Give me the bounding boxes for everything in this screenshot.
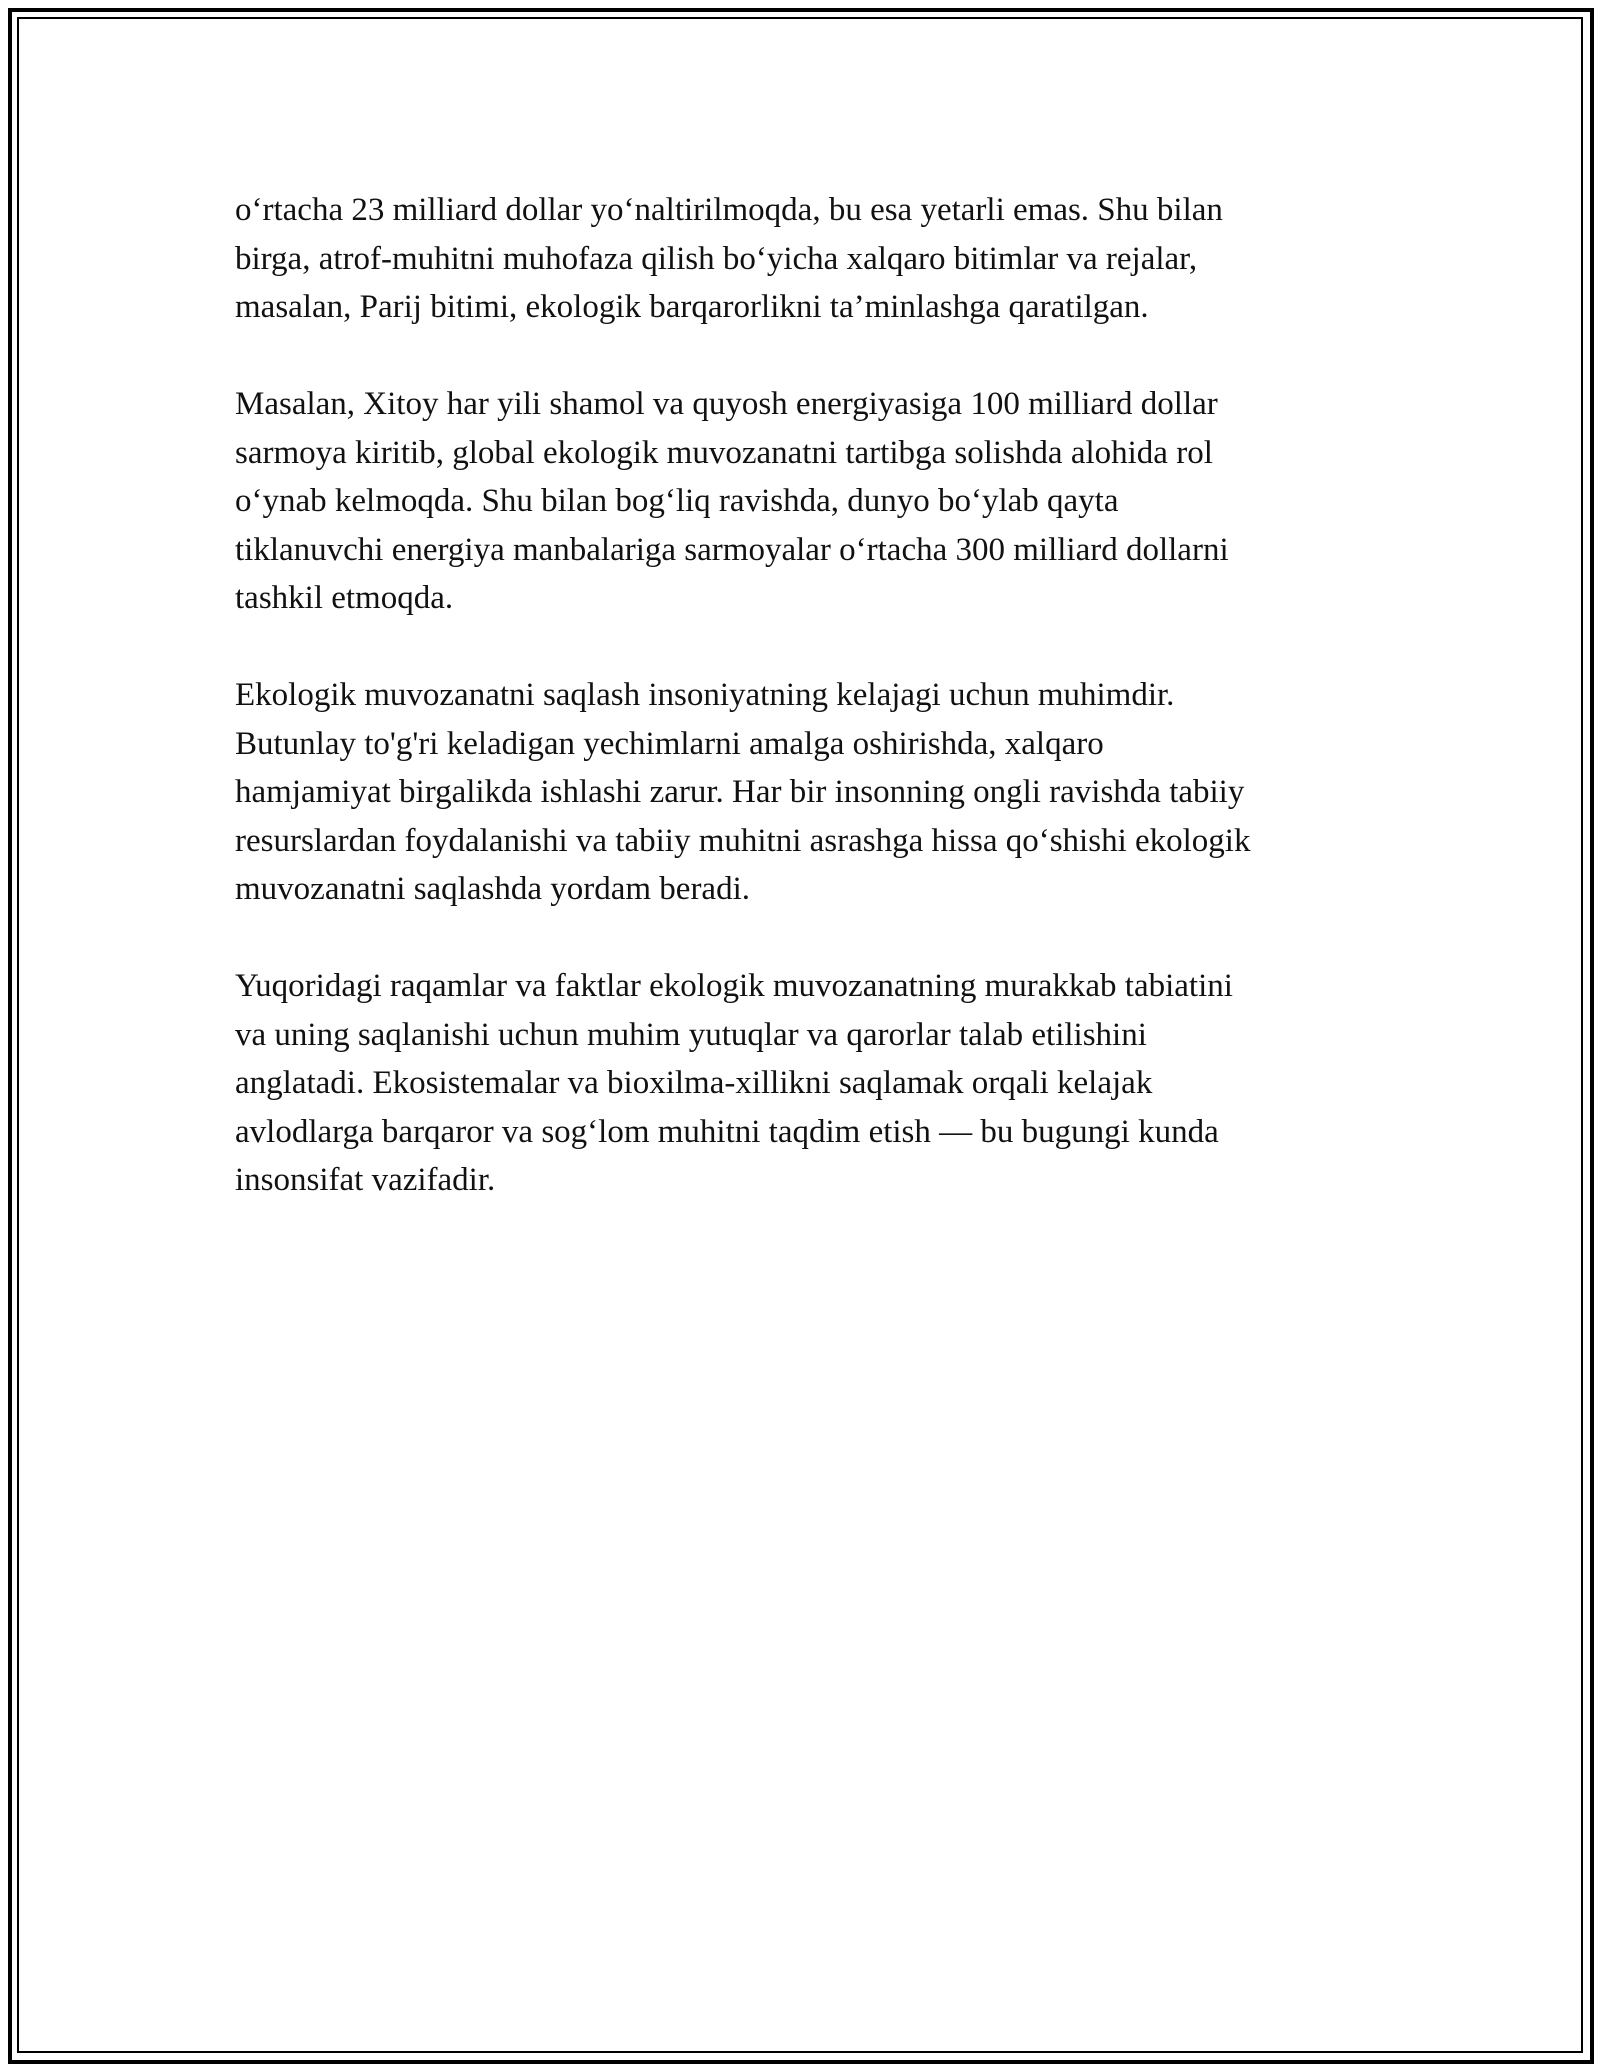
document-body: [235, 186, 1385, 1253]
paragraph-3: Ekologik muvozanatni saqlash insoniyatning kelajagi uchun muhimdir. Butunlay to'g'ri keladigan yechimlarni amalga oshirishda, xalqaro hamjamiyat birgalikda ishlashi zarur. Har bir insonning ongli ravishda tabiiy resurslardan foydalanishi va tabiiy muhitni asrashga hissa qo‘shishi ekologik muvozanatni saqlashda yordam beradi.: [235, 677, 1251, 907]
paragraph-2: Masalan, Xitoy har yili shamol va quyosh energiyasiga 100 milliard dollar sarmoya kiritib, global ekologik muvozanatni tartibga solishda alohida rol o‘ynab kelmoqda. Shu bilan bog‘liq ravishda, dunyo bo‘ylab qayta tiklanuvchi energiya manbalariga sarmoyalar o‘rtacha 300 milliard dollarni tashkil etmoqda.: [235, 386, 1229, 616]
paragraph-4: Yuqoridagi raqamlar va faktlar ekologik muvozanatning murakkab tabiatini va uning saqlanishi uchun muhim yutuqlar va qarorlar talab etilishini anglatadi. Ekosistemalar va bioxilma-xillikni saqlamak orqali kelajak avlodlarga barqaror va sog‘lom muhitni taqdim etish — bu bugungi kunda insonsifat vazifadir.: [235, 968, 1233, 1198]
paragraph-1: o‘rtacha 23 milliard dollar yo‘naltirilmoqda, bu esa yetarli emas. Shu bilan birga, atrof-muhitni muhofaza qilish bo‘yicha xalqaro bitimlar va rejalar, masalan, Parij bitimi, ekologik barqarorlikni ta’minlashga qaratilgan.: [235, 192, 1223, 325]
